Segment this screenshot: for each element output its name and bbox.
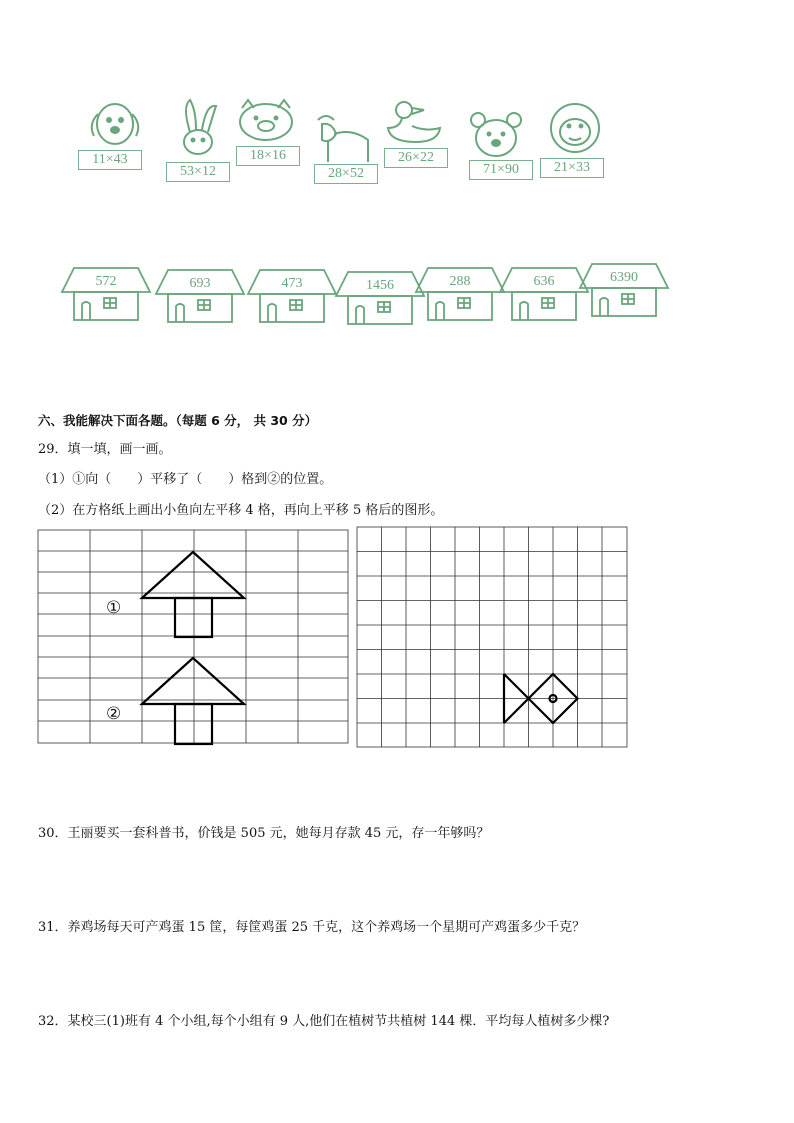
house-number: 572: [95, 274, 117, 289]
animal-label: 18×16: [236, 146, 300, 166]
house-number: 6390: [610, 270, 638, 285]
pig-icon: [234, 96, 298, 148]
house-number: 288: [449, 274, 471, 289]
animal-label: 11×43: [78, 150, 142, 170]
animal-label: 21×33: [540, 158, 604, 178]
house: [414, 264, 506, 324]
house: [578, 260, 670, 320]
house: [334, 268, 426, 328]
q30: 30．王丽要买一套科普书，价钱是 505 元，她每月存款 45 元，存一年够吗？: [38, 826, 490, 841]
shape-1: [142, 552, 244, 637]
house-number: 473: [281, 276, 303, 291]
animal-label: 53×12: [166, 162, 230, 182]
animal-label: 28×52: [314, 164, 378, 184]
house: [154, 266, 246, 326]
rabbit-icon: [168, 96, 228, 166]
right-grid: [356, 526, 630, 750]
bear-icon: [468, 110, 524, 160]
duck-icon: [382, 98, 448, 148]
q29-title: 29．填一填，画一画。: [38, 442, 172, 457]
dog-icon: [80, 96, 150, 156]
animal-label: 26×22: [384, 148, 448, 168]
house-number: 636: [533, 274, 555, 289]
shape-2-mark: ②: [106, 704, 122, 724]
house-number: 1456: [366, 278, 394, 293]
shape-2: [142, 658, 244, 744]
house: [246, 266, 338, 326]
house: [60, 264, 152, 324]
house: [498, 264, 590, 324]
house-number: 693: [189, 276, 211, 291]
q32: 32．某校三(1)班有 4 个小组,每个小组有 9 人,他们在植树节共植树 144 棵．平均每人植树多少棵?: [38, 1014, 610, 1029]
goat-icon: [308, 110, 376, 168]
left-grid: [36, 528, 352, 748]
q29-part1: （1）①向（ ）平移了（ ）格到②的位置。: [38, 472, 333, 487]
animal-label: 71×90: [469, 160, 533, 180]
q31: 31．养鸡场每天可产鸡蛋 15 筐，每筐鸡蛋 25 千克，这个养鸡场一个星期可产鸡蛋多少千克？: [38, 920, 586, 935]
q29-part2: （2）在方格纸上画出小鱼向左平移 4 格，再向上平移 5 格后的图形。: [38, 503, 444, 518]
monkey-icon: [540, 100, 610, 158]
section-heading: 六、我能解决下面各题。（每题 6 分， 共 30 分）: [38, 413, 318, 428]
shape-1-mark: ①: [106, 598, 122, 618]
